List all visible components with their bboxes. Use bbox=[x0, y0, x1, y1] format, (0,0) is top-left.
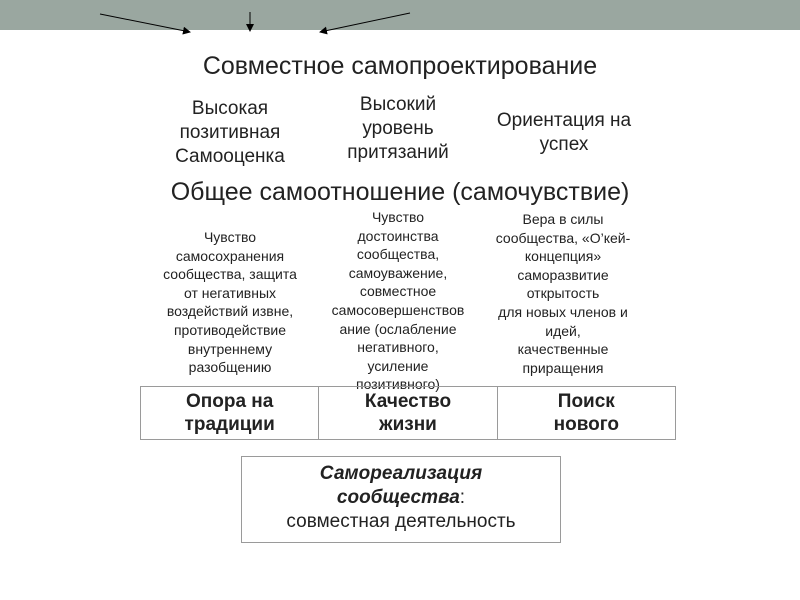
description-right: Вера в силы сообщества, «О’кей- концепция» саморазвитие открытость для новых членов и идей, качественные приращения bbox=[495, 211, 631, 376]
table-cell-quality: Качество жизни bbox=[319, 387, 497, 439]
arrow-left bbox=[100, 14, 190, 32]
section-subtitle: Общее самоотношение (самочувствие) bbox=[170, 178, 630, 206]
box-line-2-wrap bbox=[242, 486, 560, 510]
box-line-2: сообщества bbox=[336, 487, 460, 508]
page-title: Совместное самопроектирование bbox=[202, 52, 598, 80]
description-left: Чувство самосохранения сообщества, защита от негативных воздействий извне, противодействие внутреннему разобщению bbox=[163, 229, 297, 376]
self-realization-box bbox=[241, 456, 561, 543]
table-cell-tradition: Опора на традиции bbox=[141, 387, 319, 439]
description-center: Чувство достоинства сообщества, самоуважение, совместное самосовершенствов ание (ослабление негативного, усиление позитивного) bbox=[331, 209, 465, 393]
box-line-2-colon: : bbox=[459, 487, 466, 508]
table-cell-new: Поиск нового bbox=[553, 391, 620, 435]
three-column-table bbox=[140, 386, 676, 440]
top-item-self-esteem: Высокая позитивная Самооценка bbox=[175, 98, 285, 167]
top-item-aspirations: Высокий уровень притязаний bbox=[347, 94, 449, 163]
box-line-3: совместная деятельность bbox=[286, 511, 516, 532]
top-item-success: Ориентация на успех bbox=[496, 110, 632, 155]
top-arrows bbox=[0, 0, 800, 40]
box-line-1: Самореализация bbox=[319, 463, 483, 484]
arrow-right bbox=[320, 13, 410, 32]
